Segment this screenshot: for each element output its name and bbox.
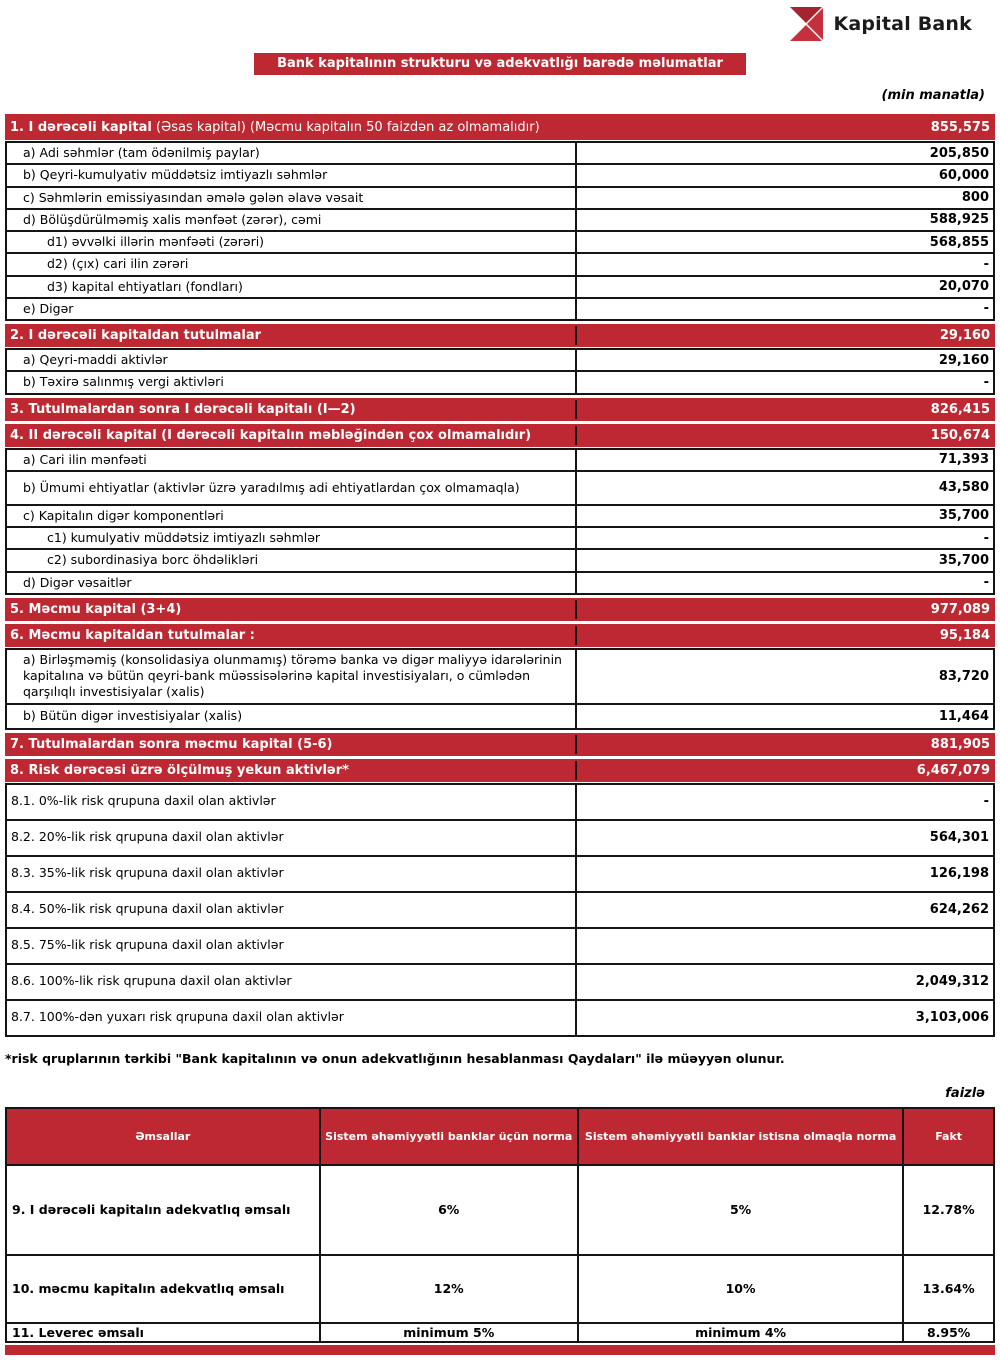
adequacy-ratios-table <box>5 1107 995 1343</box>
risk-groups-footnote: *risk qruplarının tərkibi "Bank kapitalının və onun adekvatlığının hesablanması Qaydaları" ilə müəyyən olunur. <box>5 1050 785 1066</box>
row-value: 43,580 <box>938 480 989 496</box>
row-label: a) Birləşməmiş (konsolidasiya olunmamış) törəmə banka və digər maliyyə idarələrinin kapitalına və bütün qeyri-bank müəssisələrinə kapital investisiyaları, o cümlədən qarşılıqlı investisiyalar (xalis) <box>7 650 577 703</box>
norm-non-systemic-value: 5% <box>577 1166 902 1254</box>
fact-value: 13.64% <box>902 1256 993 1322</box>
ratio-row <box>7 1322 993 1341</box>
row-label: 8.2. 20%-lik risk qrupuna daxil olan aktivlər <box>7 821 577 855</box>
row-label: 8.5. 75%-lik risk qrupuna daxil olan aktivlər <box>7 929 577 963</box>
kapital-bank-logo-icon <box>788 6 824 42</box>
row-value: 2,049,312 <box>915 974 989 989</box>
capital-section-header-row <box>5 398 995 421</box>
row-label: d2) (çıx) cari ilin zərəri <box>7 254 577 274</box>
section-label: 5. Məcmu kapital (3+4) <box>5 600 577 619</box>
report-title: Bank kapitalının strukturu və adekvatlığı barədə məlumatlar <box>254 53 746 75</box>
capital-row <box>5 999 995 1037</box>
row-label: c2) subordinasiya borc öhdəlikləri <box>7 550 577 570</box>
capital-row <box>5 252 995 276</box>
capital-row <box>5 230 995 254</box>
capital-row <box>5 208 995 232</box>
capital-row <box>5 448 995 472</box>
capital-row <box>5 963 995 1001</box>
capital-row <box>5 548 995 572</box>
section-value: 826,415 <box>930 401 990 417</box>
capital-row <box>5 855 995 893</box>
section-value: 6,467,079 <box>916 762 990 778</box>
row-value: 35,700 <box>938 508 989 524</box>
row-label: 8.1. 0%-lik risk qrupuna daxil olan aktivlər <box>7 785 577 819</box>
ratios-header-norm-non-systemic: Sistem əhəmiyyətli banklar istisna olmaqla norma <box>577 1109 902 1164</box>
section-value: 150,674 <box>930 427 990 443</box>
row-label: b) Qeyri-kumulyativ müddətsiz imtiyazlı səhmlər <box>7 165 577 185</box>
row-label: e) Digər <box>7 299 577 319</box>
capital-row <box>5 648 995 705</box>
row-label: 8.3. 35%-lik risk qrupuna daxil olan aktivlər <box>7 857 577 891</box>
capital-section-header-row <box>5 733 995 756</box>
ratios-header-norm-systemic: Sistem əhəmiyyətli banklar üçün norma <box>319 1109 577 1164</box>
ratios-table-body <box>7 1164 993 1341</box>
capital-row <box>5 819 995 857</box>
section-value: 95,184 <box>939 627 990 643</box>
row-label: d1) əvvəlki illərin mənfəəti (zərəri) <box>7 232 577 252</box>
capital-row <box>5 163 995 187</box>
row-label: c) Səhmlərin emissiyasından əmələ gələn əlavə vəsait <box>7 188 577 208</box>
capital-row <box>5 783 995 821</box>
ratios-header-row <box>7 1109 993 1164</box>
row-value: 568,855 <box>929 234 989 250</box>
capital-row <box>5 927 995 965</box>
fact-value: 8.95% <box>902 1324 993 1341</box>
capital-row <box>5 348 995 372</box>
row-value: 11,464 <box>938 708 989 724</box>
row-value: - <box>983 575 989 591</box>
capital-section-header-row <box>5 114 995 140</box>
row-label: d) Bölüşdürülməmiş xalis mənfəət (zərər), cəmi <box>7 210 577 230</box>
row-value: - <box>983 530 989 546</box>
row-value: 800 <box>961 190 989 206</box>
capital-section-header-row <box>5 624 995 647</box>
capital-section-header-row <box>5 324 995 347</box>
section-label: 3. Tutulmalardan sonra I dərəcəli kapitalı (I—2) <box>5 400 577 419</box>
row-label: b) Təxirə salınmış vergi aktivləri <box>7 372 577 392</box>
norm-non-systemic-value: minimum 4% <box>577 1324 902 1341</box>
capital-row <box>5 470 995 506</box>
section-value: 855,575 <box>930 119 990 135</box>
row-label: 8.4. 50%-lik risk qrupuna daxil olan aktivlər <box>7 893 577 927</box>
capital-row <box>5 297 995 321</box>
section-label: 8. Risk dərəcəsi üzrə ölçülmuş yekun aktivlər* <box>5 761 577 780</box>
capital-row <box>5 891 995 929</box>
capital-row <box>5 703 995 730</box>
row-label: b) Bütün digər investisiyalar (xalis) <box>7 705 577 728</box>
row-value: - <box>983 256 989 272</box>
ratio-label: 11. Leverec əmsalı <box>12 1324 144 1340</box>
section-label: 7. Tutulmalardan sonra məcmu kapital (5-6) <box>5 735 577 754</box>
row-value: 35,700 <box>938 552 989 568</box>
row-label: a) Adi səhmlər (tam ödənilmiş paylar) <box>7 143 577 163</box>
section-value: 29,160 <box>939 328 990 343</box>
norm-systemic-value: 6% <box>319 1166 577 1254</box>
row-value: 3,103,006 <box>915 1010 989 1025</box>
capital-row <box>5 275 995 299</box>
row-value: - <box>983 301 989 317</box>
section-label: 6. Məcmu kapitaldan tutulmalar : <box>5 626 577 645</box>
capital-row <box>5 370 995 394</box>
capital-row <box>5 571 995 595</box>
capital-section-header-row <box>5 424 995 447</box>
ratio-row <box>7 1164 993 1254</box>
row-label: a) Qeyri-maddi aktivlər <box>7 350 577 370</box>
section-label: 4. II dərəcəli kapital (I dərəcəli kapitalın məbləğindən çox olmamalıdır) <box>5 426 577 445</box>
row-value: 83,720 <box>938 668 989 684</box>
kapital-bank-logo <box>0 5 972 43</box>
row-value: - <box>983 794 989 809</box>
row-label: d) Digər vəsaitlər <box>7 573 577 593</box>
row-value: - <box>983 374 989 390</box>
row-value <box>577 929 993 963</box>
section-value: 881,905 <box>930 736 990 752</box>
capital-structure-table <box>5 114 995 1037</box>
capital-row <box>5 186 995 210</box>
unit-note: (min manatla) <box>881 88 985 103</box>
ratio-row <box>7 1254 993 1322</box>
norm-systemic-value: 12% <box>319 1256 577 1322</box>
row-value: 60,000 <box>938 167 989 183</box>
row-label: c) Kapitalın digər komponentləri <box>7 506 577 526</box>
row-value: 71,393 <box>938 452 989 468</box>
norm-systemic-value: minimum 5% <box>319 1324 577 1341</box>
capital-row <box>5 504 995 528</box>
capital-section-header-row <box>5 598 995 621</box>
row-value: 29,160 <box>938 352 989 368</box>
capital-section-header-row <box>5 759 995 782</box>
row-label: d3) kapital ehtiyatları (fondları) <box>7 277 577 297</box>
ratios-header-fact: Fakt <box>902 1109 993 1164</box>
section-label: 1. I dərəcəli kapital (Əsas kapital) (Məcmu kapitalın 50 faizdən az olmamalıdır) <box>10 119 540 135</box>
capital-row <box>5 526 995 550</box>
ratios-header-coefficients: Əmsallar <box>135 1129 191 1143</box>
row-value: 588,925 <box>929 212 989 228</box>
percent-note: faizlə <box>945 1085 985 1101</box>
capital-row <box>5 141 995 165</box>
row-label: b) Ümumi ehtiyatlar (aktivlər üzrə yaradılmış adi ehtiyatlardan çox olmamaqla) <box>7 472 577 504</box>
row-label: 8.7. 100%-dən yuxarı risk qrupuna daxil olan aktivlər <box>7 1001 577 1035</box>
fact-value: 12.78% <box>902 1166 993 1254</box>
section-value: 977,089 <box>930 601 990 617</box>
ratio-label: 10. məcmu kapitalın adekvatlıq əmsalı <box>12 1281 285 1296</box>
norm-non-systemic-value: 10% <box>577 1256 902 1322</box>
kapital-bank-logo-text: Kapital Bank <box>833 13 972 35</box>
section-label: 2. I dərəcəli kapitaldan tutulmalar <box>5 326 577 345</box>
row-value: 20,070 <box>938 279 989 295</box>
row-value: 624,262 <box>929 902 989 917</box>
row-label: a) Cari ilin mənfəəti <box>7 450 577 470</box>
row-value: 205,850 <box>929 145 989 161</box>
row-value: 126,198 <box>929 866 989 881</box>
row-value: 564,301 <box>929 830 989 845</box>
cutoff-red-row <box>5 1345 995 1355</box>
row-label: 8.6. 100%-lik risk qrupuna daxil olan aktivlər <box>7 965 577 999</box>
ratio-label: 9. I dərəcəli kapitalın adekvatlıq əmsalı <box>12 1202 291 1217</box>
row-label: c1) kumulyativ müddətsiz imtiyazlı səhmlər <box>7 528 577 548</box>
